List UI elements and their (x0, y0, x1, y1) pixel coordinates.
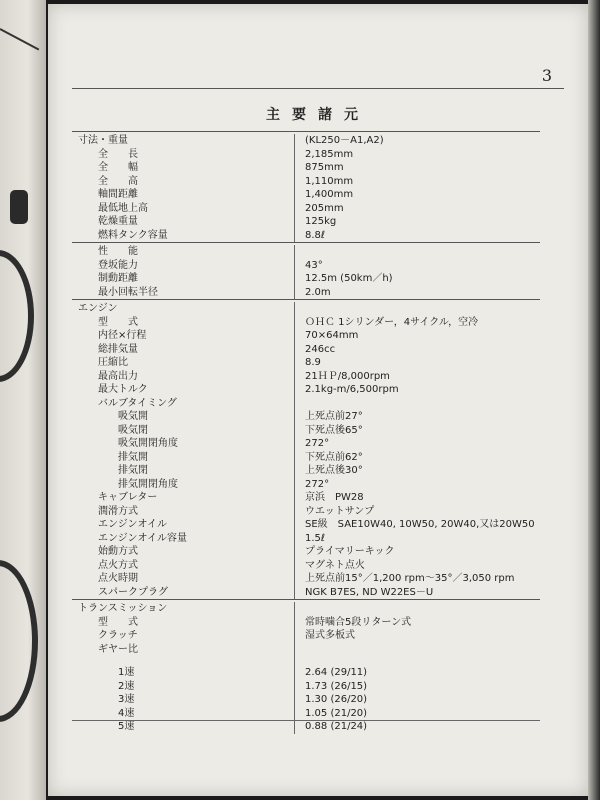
spec-value: 1.73 (26/15) (294, 680, 540, 694)
spec-row (72, 545, 540, 559)
spec-value: マグネト点火 (294, 559, 540, 573)
spec-row (72, 245, 540, 259)
spec-row (72, 693, 540, 707)
spec-value: 1.05 (21/20) (294, 707, 540, 721)
spec-row (72, 259, 540, 273)
spec-label: 最大トルク (98, 384, 148, 395)
spec-label: 潤滑方式 (98, 505, 138, 517)
spec-table (72, 131, 540, 734)
spec-row (72, 329, 540, 343)
spec-row (72, 643, 540, 657)
spec-value: 246cc (294, 343, 540, 357)
spec-label: 軸間距離 (98, 189, 138, 200)
spec-label: 内径×行程 (98, 330, 147, 341)
spec-row (72, 666, 540, 680)
spec-section (72, 131, 540, 242)
spec-spacer-row (72, 656, 540, 666)
facing-page-stroke (0, 28, 39, 50)
spec-row (72, 215, 540, 229)
spec-value: 1.30 (26/20) (294, 693, 540, 707)
header-rule (72, 88, 564, 89)
spec-row (72, 134, 540, 148)
spec-section (72, 299, 540, 599)
spec-row (72, 343, 540, 357)
spec-row (72, 370, 540, 384)
spec-row (72, 451, 540, 465)
spec-value (294, 245, 540, 259)
spec-row (72, 356, 540, 370)
spec-value: 875mm (294, 161, 540, 175)
spec-label: エンジン (78, 303, 118, 314)
spec-label: 排気閉 (118, 465, 148, 476)
table-bottom-rule (72, 720, 540, 721)
spec-value: 上死点前15°／1,200 rpm～35°／3,050 rpm (294, 572, 540, 586)
spec-value: 70×64mm (294, 329, 540, 343)
spec-row (72, 707, 540, 721)
spec-value: 下死点前62° (294, 451, 540, 465)
spec-value: 8.8ℓ (294, 229, 540, 243)
spec-value: プライマリーキック (294, 545, 540, 559)
spec-label: トランスミッション (78, 603, 168, 614)
spec-row (72, 397, 540, 411)
spec-row (72, 410, 540, 424)
spec-label: 点火方式 (98, 559, 138, 571)
document-page (48, 4, 588, 796)
spec-section (72, 599, 540, 734)
spec-row (72, 720, 540, 734)
spec-value: 0.88 (21/24) (294, 720, 540, 734)
spec-row (72, 602, 540, 616)
spec-value: ＯＨＣ 1シリンダー，4サイクル，空冷 (294, 316, 540, 330)
spec-row (72, 559, 540, 573)
spec-section (72, 242, 540, 299)
spec-label: 最低地上高 (98, 202, 148, 214)
spec-value: 2.64 (29/11) (294, 666, 540, 680)
spec-value: 京浜 PW28 (294, 491, 540, 505)
spec-value: 205mm (294, 202, 540, 216)
spec-value: 1.5ℓ (294, 532, 540, 546)
spec-value: 12.5m (50km／h) (294, 272, 540, 286)
facing-page-tire-fragment (0, 250, 34, 382)
spec-row (72, 383, 540, 397)
spec-value: (KL250－A1,A2) (294, 134, 540, 148)
spec-label: 点火時期 (98, 573, 138, 584)
spec-row (72, 229, 540, 243)
spec-label: 吸気閉 (118, 424, 148, 436)
spec-row (72, 616, 540, 630)
spec-value: NGK B7ES, ND W22ES－U (294, 586, 540, 600)
spec-row (72, 586, 540, 600)
spec-value: 上死点後30° (294, 464, 540, 478)
spec-row (72, 629, 540, 643)
spec-label: エンジンオイル容量 (98, 532, 187, 544)
spec-value: 2.0m (294, 286, 540, 300)
spec-value: 2.1kg-m/6,500rpm (294, 383, 540, 397)
spec-row (72, 202, 540, 216)
spec-label: 型 式 (98, 616, 138, 628)
facing-page-tire-fragment (0, 560, 38, 722)
spec-label: 総排気量 (98, 343, 138, 355)
spec-row (72, 491, 540, 505)
spec-label: 制動距離 (98, 273, 138, 284)
page-number: 3 (541, 66, 552, 85)
spec-row (72, 148, 540, 162)
spec-value: 上死点前27° (294, 410, 540, 424)
spec-value: 1,400mm (294, 188, 540, 202)
spec-row (72, 424, 540, 438)
spec-label: 登坂能力 (98, 259, 138, 271)
spec-label: 1速 (118, 667, 135, 678)
page-title: 主要諸元 (266, 107, 370, 123)
spec-label: 寸法・重量 (78, 135, 128, 146)
spec-label: 圧縮比 (98, 357, 128, 368)
spec-value: 湿式多板式 (294, 629, 540, 643)
spec-label: エンジンオイル (98, 519, 167, 530)
spec-label: 2速 (118, 680, 135, 692)
spec-row (72, 478, 540, 492)
spec-label: ギヤー比 (98, 643, 138, 655)
spec-label: バルブタイミング (98, 397, 177, 409)
spec-value (294, 602, 540, 616)
spec-label: 4速 (118, 707, 135, 719)
spec-row (72, 286, 540, 300)
spec-label: 型 式 (98, 316, 138, 328)
spec-row (72, 505, 540, 519)
spec-label: 吸気開閉角度 (118, 438, 178, 449)
spec-label: 全 長 (98, 148, 138, 160)
spec-row (72, 437, 540, 451)
spec-value: 8.9 (294, 356, 540, 370)
spec-value: 2,185mm (294, 148, 540, 162)
spec-value: ウエットサンプ (294, 505, 540, 519)
spec-value: 43° (294, 259, 540, 273)
spec-label: 5速 (118, 721, 135, 732)
facing-page-illustration-fragment (10, 190, 28, 224)
spec-row (72, 161, 540, 175)
spec-row (72, 188, 540, 202)
spec-row (72, 302, 540, 316)
spec-label: 性 能 (98, 246, 138, 257)
spec-label: 最小回転半径 (98, 286, 158, 298)
page-edge-shadow (588, 0, 600, 800)
spec-row (72, 572, 540, 586)
spec-label: 全 幅 (98, 162, 138, 173)
spec-row (72, 532, 540, 546)
spec-value: 272° (294, 437, 540, 451)
spec-row (72, 680, 540, 694)
spec-value: 下死点後65° (294, 424, 540, 438)
spec-row (72, 272, 540, 286)
spec-value: 125kg (294, 215, 540, 229)
spec-value: 21ＨＰ/8,000rpm (294, 370, 540, 384)
spec-row (72, 316, 540, 330)
spec-label: 始動方式 (98, 546, 138, 557)
spec-label: クラッチ (98, 630, 138, 641)
spec-row (72, 518, 540, 532)
spec-value: 常時噛合5段リターン式 (294, 616, 540, 630)
spec-label: キャブレター (98, 492, 158, 503)
facing-page-edge (0, 0, 46, 800)
spec-label: 排気開閉角度 (118, 478, 178, 490)
spec-label: スパークプラグ (98, 586, 168, 598)
spec-row (72, 175, 540, 189)
spec-label: 排気開 (118, 451, 148, 463)
spec-value: SE級 SAE10W40, 10W50, 20W40,又は20W50 (294, 518, 540, 532)
spec-label: 全 高 (98, 175, 138, 187)
spec-label: 吸気開 (118, 411, 148, 422)
spec-value (294, 643, 540, 657)
spec-value (294, 397, 540, 411)
spec-value: 272° (294, 478, 540, 492)
spec-value: 1,110mm (294, 175, 540, 189)
spec-label: 3速 (118, 694, 135, 705)
spec-label: 最高出力 (98, 370, 138, 382)
spec-label: 燃料タンク容量 (98, 229, 168, 241)
spec-value (294, 302, 540, 316)
spec-label: 乾燥重量 (98, 216, 138, 227)
spec-row (72, 464, 540, 478)
